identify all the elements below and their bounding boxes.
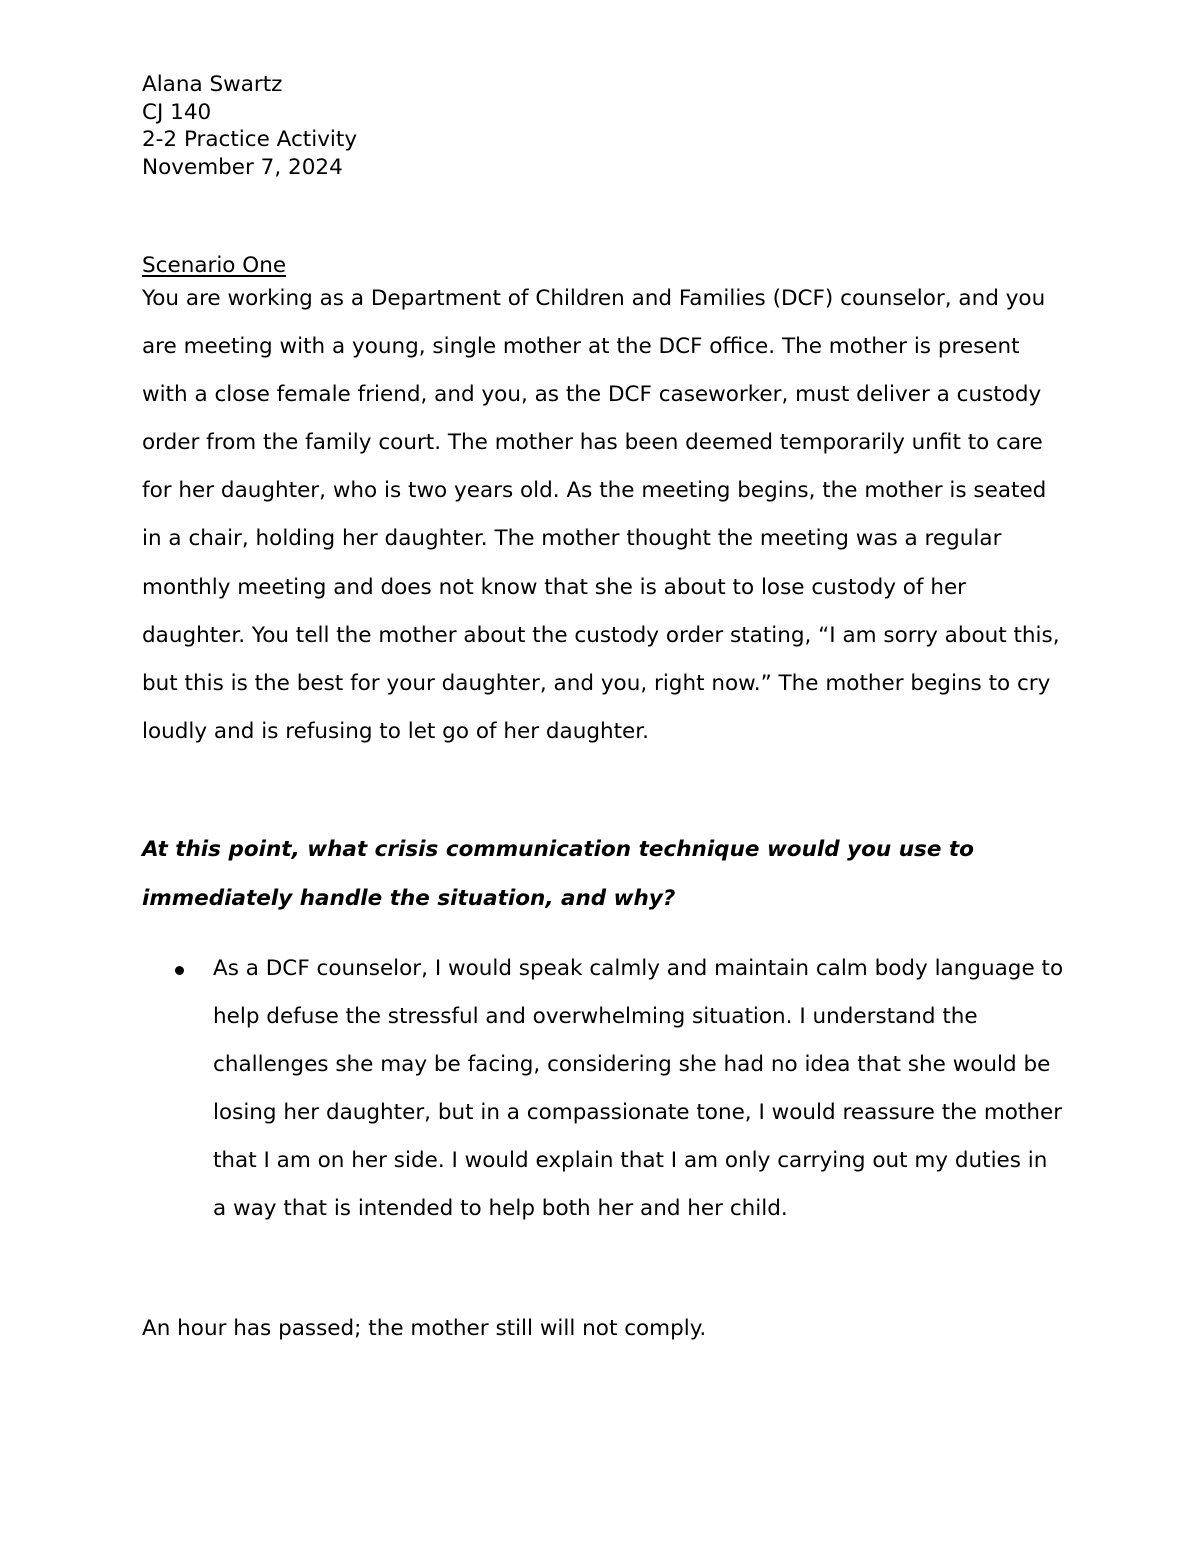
author-name: Alana Swartz — [142, 72, 283, 97]
course-code: CJ 140 — [142, 99, 212, 125]
answer-bullet-list — [142, 945, 1067, 1234]
scenario-paragraph: You are working as a Department of Children and Families (DCF) counselor, and you are meeting with a young, single mother at the DCF office. The mother is present with a close female friend, and you, as the DCF caseworker, must deliver a custody order from the family court. The mother has been deemed temporarily unfit to care for her daughter, who is two years old. As the meeting begins, the mother is seated in a chair, holding her daughter. The mother thought the meeting was a regular monthly meeting and does not know that she is about to lose custody of her daughter. You tell the mother about the custody order stating, “I am sorry about this, but this is the best for your daughter, and you, right now.” The mother begins to cry loudly and is refusing to let go of her daughter. — [142, 286, 1060, 744]
answer-bullet-item — [142, 945, 1067, 1234]
closing-line: An hour has passed; the mother still will not comply. — [142, 1316, 707, 1341]
question-paragraph: At this point, what crisis communication technique would you use to immediately handle the situation, and why? — [142, 837, 974, 911]
document-date: November 7, 2024 — [142, 154, 343, 180]
document-header — [142, 71, 1062, 181]
scenario-heading: Scenario One — [142, 253, 287, 278]
bullet-icon — [175, 966, 184, 975]
assignment-title: 2-2 Practice Activity — [142, 127, 358, 152]
answer-bullet-text: As a DCF counselor, I would speak calmly and maintain calm body language to help defuse the stressful and overwhelming situation. I understand the challenges she may be facing, considering she had no idea that she would be losing her daughter, but in a compassionate tone, I would reassure the mother that I am on her side. I would explain that I am only carrying out my duties in a way that is intended to help both her and her child. — [213, 956, 1064, 1222]
